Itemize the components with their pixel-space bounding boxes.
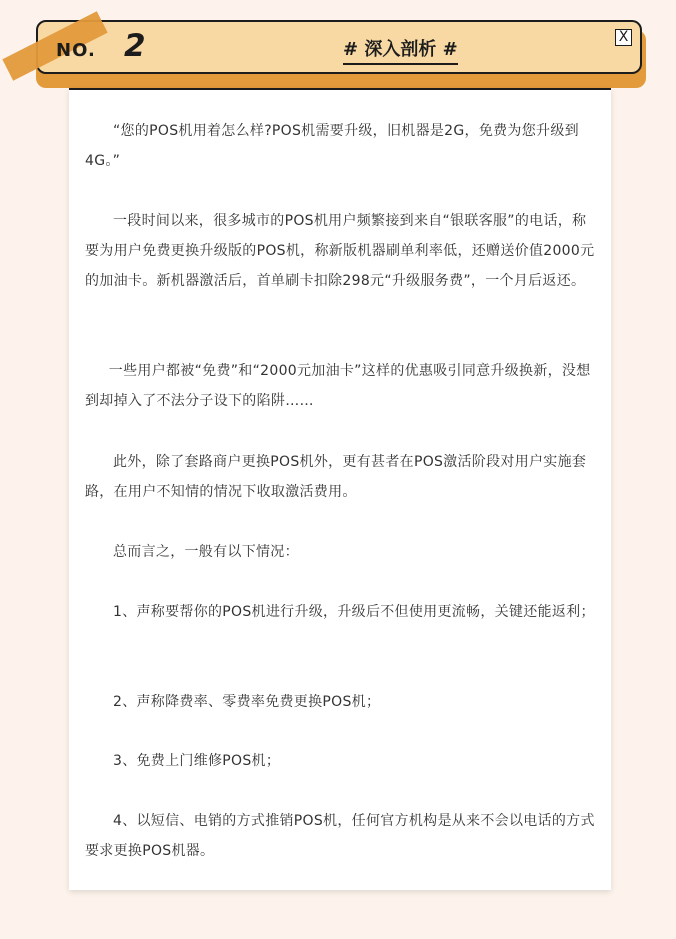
- paragraph-4: 此外，除了套路商户更换POS机外，更有甚者在POS激活阶段对用户实施套路，在用户不知情的情况下收取激活费用。: [85, 454, 587, 500]
- paragraph-2: 一段时间以来，很多城市的POS机用户频繁接到来自“银联客服”的电话，称要为用户免费更换升级版的POS机，称新版机器刷单利率低，还赠送价值2000元的加油卡。新机器激活后，首单刷卡扣除298元“升级服务费”，一个月后返还。: [85, 213, 595, 289]
- issue-no-label: NO.: [56, 40, 96, 61]
- paragraph-5: 总而言之，一般有以下情况：: [113, 544, 299, 560]
- paragraph-6: 1、声称要帮你的POS机进行升级，升级后不但使用更流畅，关键还能返利；: [113, 604, 595, 620]
- paragraph-8: 3、免费上门维修POS机；: [113, 753, 281, 769]
- paragraph-3: 一些用户都被“免费”和“2000元加油卡”这样的优惠吸引同意升级换新，没想到却掉入了不法分子设下的陷阱……: [85, 363, 591, 409]
- paragraph-7: 2、声称降费率、零费率免费更换POS机；: [113, 694, 381, 710]
- close-icon[interactable]: X: [615, 29, 632, 46]
- paragraph-1: “您的POS机用着怎么样?POS机需要升级，旧机器是2G，免费为您升级到4G。”: [85, 123, 579, 169]
- paragraph-9: 4、以短信、电销的方式推销POS机，任何官方机构是从来不会以电话的方式要求更换POS机器。: [85, 813, 595, 859]
- section-title: # 深入剖析 #: [343, 39, 458, 65]
- issue-number: 2: [124, 28, 146, 64]
